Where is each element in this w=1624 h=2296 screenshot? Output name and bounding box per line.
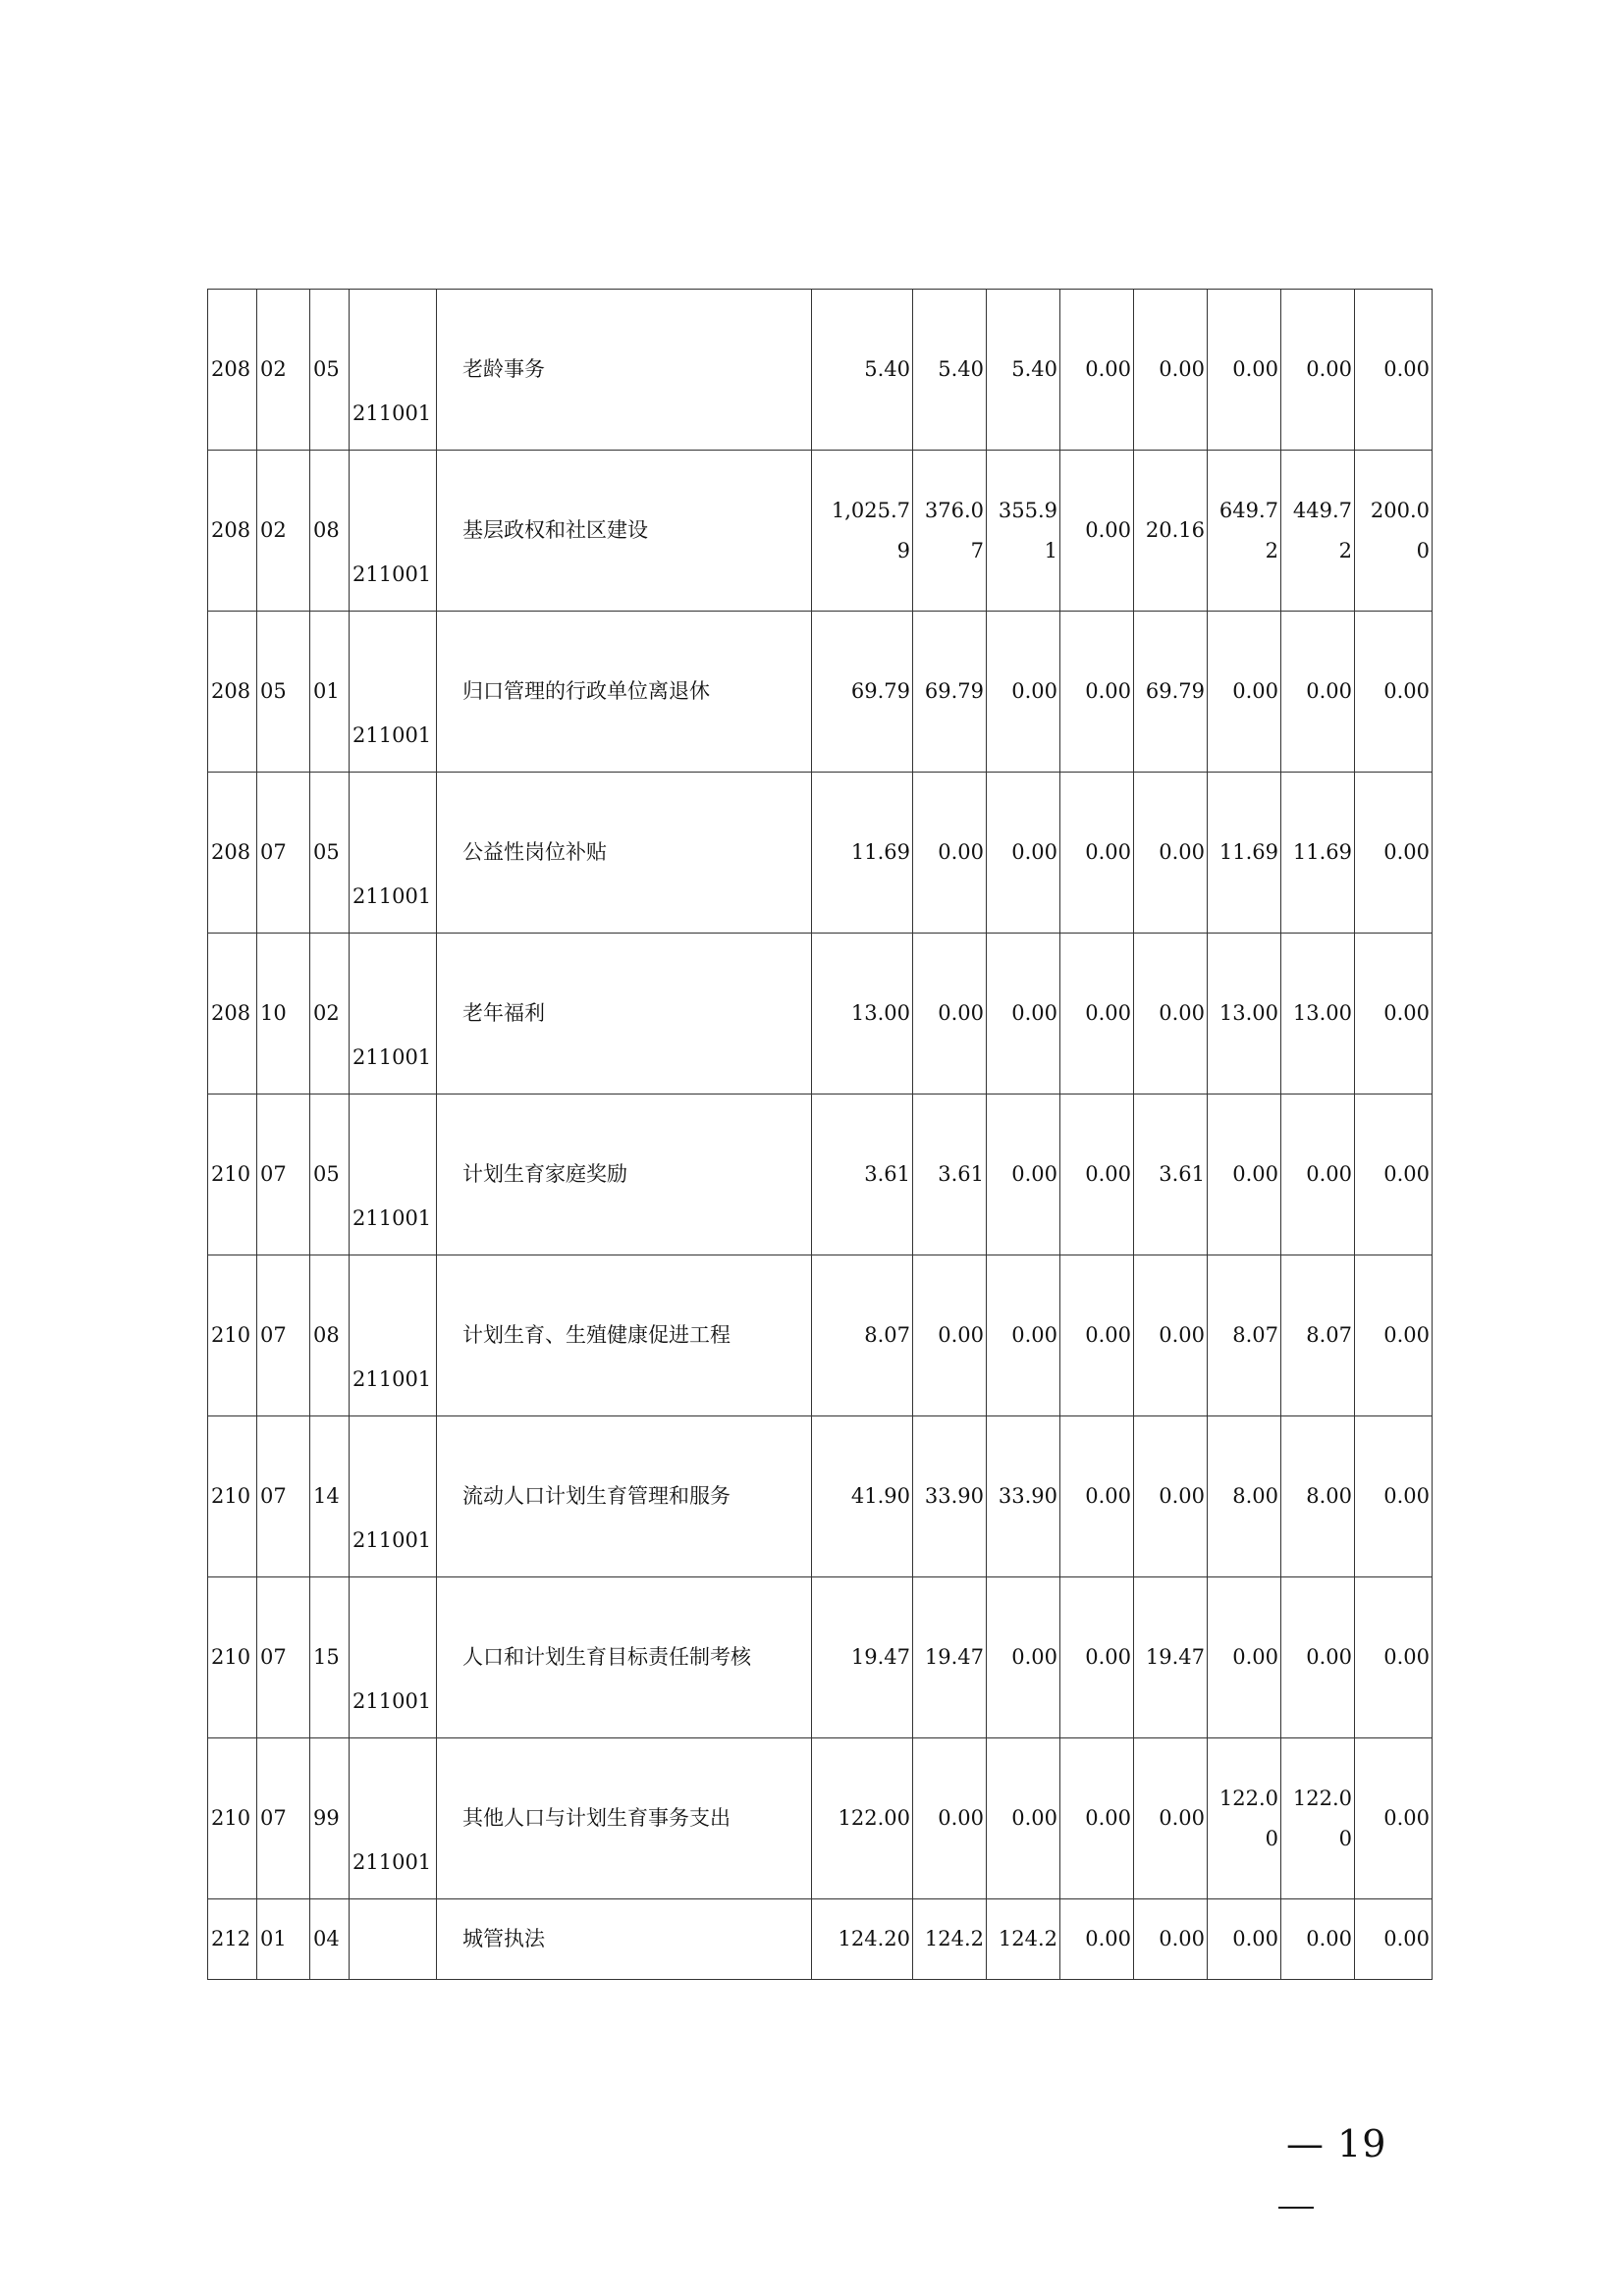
section-code: 05 [257,612,310,773]
amount-cell [812,451,913,612]
unit-code-cell [350,290,437,451]
amount-cell: 0.00 [1281,290,1355,451]
amount-cell: 33.90 [913,1416,987,1577]
item-code: 05 [310,773,350,934]
unit-code-cell [350,1416,437,1577]
amount-cell: 11.69 [1281,773,1355,934]
amount-cell: 0.00 [1208,1577,1281,1738]
amount-cell: 0.00 [913,1255,987,1416]
amount-cell: 19.47 [913,1577,987,1738]
unit-code-cell [350,1577,437,1738]
amount-cell [1208,451,1281,612]
amount-cell: 0.00 [1060,1095,1134,1255]
budget-table [207,289,1433,1980]
unit-code-cell [350,451,437,612]
class-code: 208 [208,773,257,934]
unit-code-cell [350,1899,437,1980]
amount-cell: 11.69 [812,773,913,934]
amount-fragment: 355.9 [998,498,1057,522]
amount-cell: 8.07 [1281,1255,1355,1416]
item-code: 15 [310,1577,350,1738]
item-code: 08 [310,1255,350,1416]
unit-code: 211001 [352,1527,432,1552]
amount-cell: 0.00 [987,934,1060,1095]
amount-cell: 13.00 [812,934,913,1095]
amount-fragment: 2 [1338,538,1352,562]
amount-cell: 33.90 [987,1416,1060,1577]
amount-cell [1208,1738,1281,1899]
amount-cell: 0.00 [1208,612,1281,773]
item-name: 城管执法 [437,1899,812,1980]
unit-code: 211001 [352,1205,432,1230]
amount-cell: 41.90 [812,1416,913,1577]
amount-cell: 0.00 [1060,1577,1134,1738]
item-code: 05 [310,1095,350,1255]
amount-cell: 0.00 [1060,934,1134,1095]
amount-cell [987,451,1060,612]
amount-cell: 0.00 [1208,290,1281,451]
amount-cell: 5.40 [913,290,987,451]
amount-cell: 0.00 [1060,612,1134,773]
amount-cell: 0.00 [987,773,1060,934]
item-name: 基层政权和社区建设 [437,451,812,612]
amount-cell: 0.00 [1060,1255,1134,1416]
amount-cell: 13.00 [1281,934,1355,1095]
amount-cell: 69.79 [1134,612,1208,773]
table-row [208,1416,1433,1577]
class-code: 212 [208,1899,257,1980]
item-name: 其他人口与计划生育事务支出 [437,1738,812,1899]
amount-fragment: 376.0 [924,498,984,522]
amount-cell: 0.00 [1134,1738,1208,1899]
item-name: 归口管理的行政单位离退休 [437,612,812,773]
item-name: 老年福利 [437,934,812,1095]
amount-fragment: 122.0 [1218,1786,1278,1810]
unit-code-cell [350,1095,437,1255]
item-code: 04 [310,1899,350,1980]
amount-fragment: 1,025.7 [831,498,910,522]
section-code: 07 [257,1095,310,1255]
table-row [208,1899,1433,1980]
amount-cell: 0.00 [1355,612,1433,773]
amount-cell: 8.07 [1208,1255,1281,1416]
amount-cell: 0.00 [1060,1738,1134,1899]
amount-fragment: 449.7 [1292,498,1352,522]
amount-cell: 0.00 [1355,1255,1433,1416]
item-code: 08 [310,451,350,612]
amount-cell: 11.69 [1208,773,1281,934]
amount-cell [1281,1738,1355,1899]
amount-cell: 0.00 [1134,290,1208,451]
amount-fragment: 0 [1416,538,1430,562]
amount-cell: 0.00 [1355,1738,1433,1899]
section-code: 02 [257,451,310,612]
item-name: 老龄事务 [437,290,812,451]
amount-cell: 0.00 [913,934,987,1095]
table-row [208,934,1433,1095]
item-name: 流动人口计划生育管理和服务 [437,1416,812,1577]
unit-code: 211001 [352,1849,432,1874]
amount-cell: 122.00 [812,1738,913,1899]
amount-cell: 0.00 [1355,1095,1433,1255]
class-code: 210 [208,1095,257,1255]
class-code: 210 [208,1416,257,1577]
amount-cell: 124.2 [913,1899,987,1980]
amount-cell: 0.00 [1134,934,1208,1095]
amount-cell: 0.00 [1355,1577,1433,1738]
amount-cell: 0.00 [1355,1899,1433,1980]
unit-code: 211001 [352,883,432,908]
amount-cell: 8.00 [1208,1416,1281,1577]
table-row [208,451,1433,612]
section-code: 07 [257,1416,310,1577]
amount-cell: 0.00 [987,1577,1060,1738]
amount-cell: 0.00 [1208,1899,1281,1980]
amount-cell [1281,451,1355,612]
item-code: 02 [310,934,350,1095]
amount-cell: 0.00 [1060,451,1134,612]
unit-code-cell [350,612,437,773]
table-row [208,773,1433,934]
amount-cell: 0.00 [1134,1416,1208,1577]
section-code: 01 [257,1899,310,1980]
amount-cell: 0.00 [913,773,987,934]
unit-code-cell [350,934,437,1095]
unit-code-cell [350,1738,437,1899]
page-number-underline [1278,2207,1314,2209]
amount-cell: 0.00 [1355,290,1433,451]
amount-cell: 13.00 [1208,934,1281,1095]
amount-cell: 0.00 [1355,934,1433,1095]
item-name: 人口和计划生育目标责任制考核 [437,1577,812,1738]
unit-code: 211001 [352,1688,432,1713]
amount-cell: 0.00 [987,1095,1060,1255]
amount-fragment: 122.0 [1292,1786,1352,1810]
amount-cell: 124.2 [987,1899,1060,1980]
amount-fragment: 200.0 [1370,498,1430,522]
unit-code: 211001 [352,722,432,747]
amount-cell: 19.47 [812,1577,913,1738]
item-name: 计划生育、生殖健康促进工程 [437,1255,812,1416]
amount-fragment: 649.7 [1218,498,1278,522]
class-code: 208 [208,451,257,612]
amount-cell: 3.61 [1134,1095,1208,1255]
class-code: 208 [208,934,257,1095]
amount-cell: 0.00 [1060,773,1134,934]
table-row [208,1255,1433,1416]
amount-cell: 3.61 [812,1095,913,1255]
amount-cell: 0.00 [1060,290,1134,451]
item-name: 公益性岗位补贴 [437,773,812,934]
table-row [208,612,1433,773]
section-code: 07 [257,1255,310,1416]
amount-cell: 0.00 [1281,1899,1355,1980]
amount-fragment: 1 [1044,538,1057,562]
amount-cell: 0.00 [1134,1255,1208,1416]
section-code: 10 [257,934,310,1095]
section-code: 07 [257,1577,310,1738]
unit-code: 211001 [352,1044,432,1069]
amount-cell: 124.20 [812,1899,913,1980]
class-code: 210 [208,1255,257,1416]
item-code: 05 [310,290,350,451]
amount-cell: 0.00 [1281,1095,1355,1255]
unit-code: 211001 [352,400,432,425]
amount-fragment: 0 [1338,1826,1352,1850]
class-code: 208 [208,290,257,451]
amount-cell: 19.47 [1134,1577,1208,1738]
amount-cell: 8.07 [812,1255,913,1416]
amount-cell [1355,451,1433,612]
table-row [208,1095,1433,1255]
amount-cell: 8.00 [1281,1416,1355,1577]
amount-cell: 20.16 [1134,451,1208,612]
class-code: 210 [208,1577,257,1738]
amount-cell: 0.00 [1208,1095,1281,1255]
amount-cell: 69.79 [913,612,987,773]
amount-cell: 0.00 [1060,1416,1134,1577]
amount-cell: 0.00 [987,1255,1060,1416]
amount-fragment: 0 [1265,1826,1278,1850]
amount-cell: 0.00 [1355,773,1433,934]
class-code: 208 [208,612,257,773]
unit-code-cell [350,773,437,934]
section-code: 07 [257,773,310,934]
class-code: 210 [208,1738,257,1899]
table-row [208,1577,1433,1738]
amount-cell: 0.00 [987,1738,1060,1899]
page-number: — 19 [1286,2122,1387,2165]
amount-cell: 0.00 [987,612,1060,773]
amount-cell: 5.40 [812,290,913,451]
amount-cell: 0.00 [1281,612,1355,773]
amount-cell: 3.61 [913,1095,987,1255]
item-code: 01 [310,612,350,773]
table-row [208,290,1433,451]
amount-cell: 0.00 [913,1738,987,1899]
amount-cell: 0.00 [1060,1899,1134,1980]
table-row [208,1738,1433,1899]
amount-fragment: 2 [1265,538,1278,562]
amount-cell: 0.00 [1355,1416,1433,1577]
amount-cell: 0.00 [1134,1899,1208,1980]
amount-cell: 0.00 [1281,1577,1355,1738]
section-code: 07 [257,1738,310,1899]
unit-code-cell [350,1255,437,1416]
amount-cell [913,451,987,612]
amount-cell: 69.79 [812,612,913,773]
item-name: 计划生育家庭奖励 [437,1095,812,1255]
unit-code: 211001 [352,1366,432,1391]
unit-code: 211001 [352,561,432,586]
section-code: 02 [257,290,310,451]
item-code: 99 [310,1738,350,1899]
amount-cell: 5.40 [987,290,1060,451]
amount-fragment: 9 [896,538,910,562]
amount-cell: 0.00 [1134,773,1208,934]
item-code: 14 [310,1416,350,1577]
amount-fragment: 7 [970,538,984,562]
